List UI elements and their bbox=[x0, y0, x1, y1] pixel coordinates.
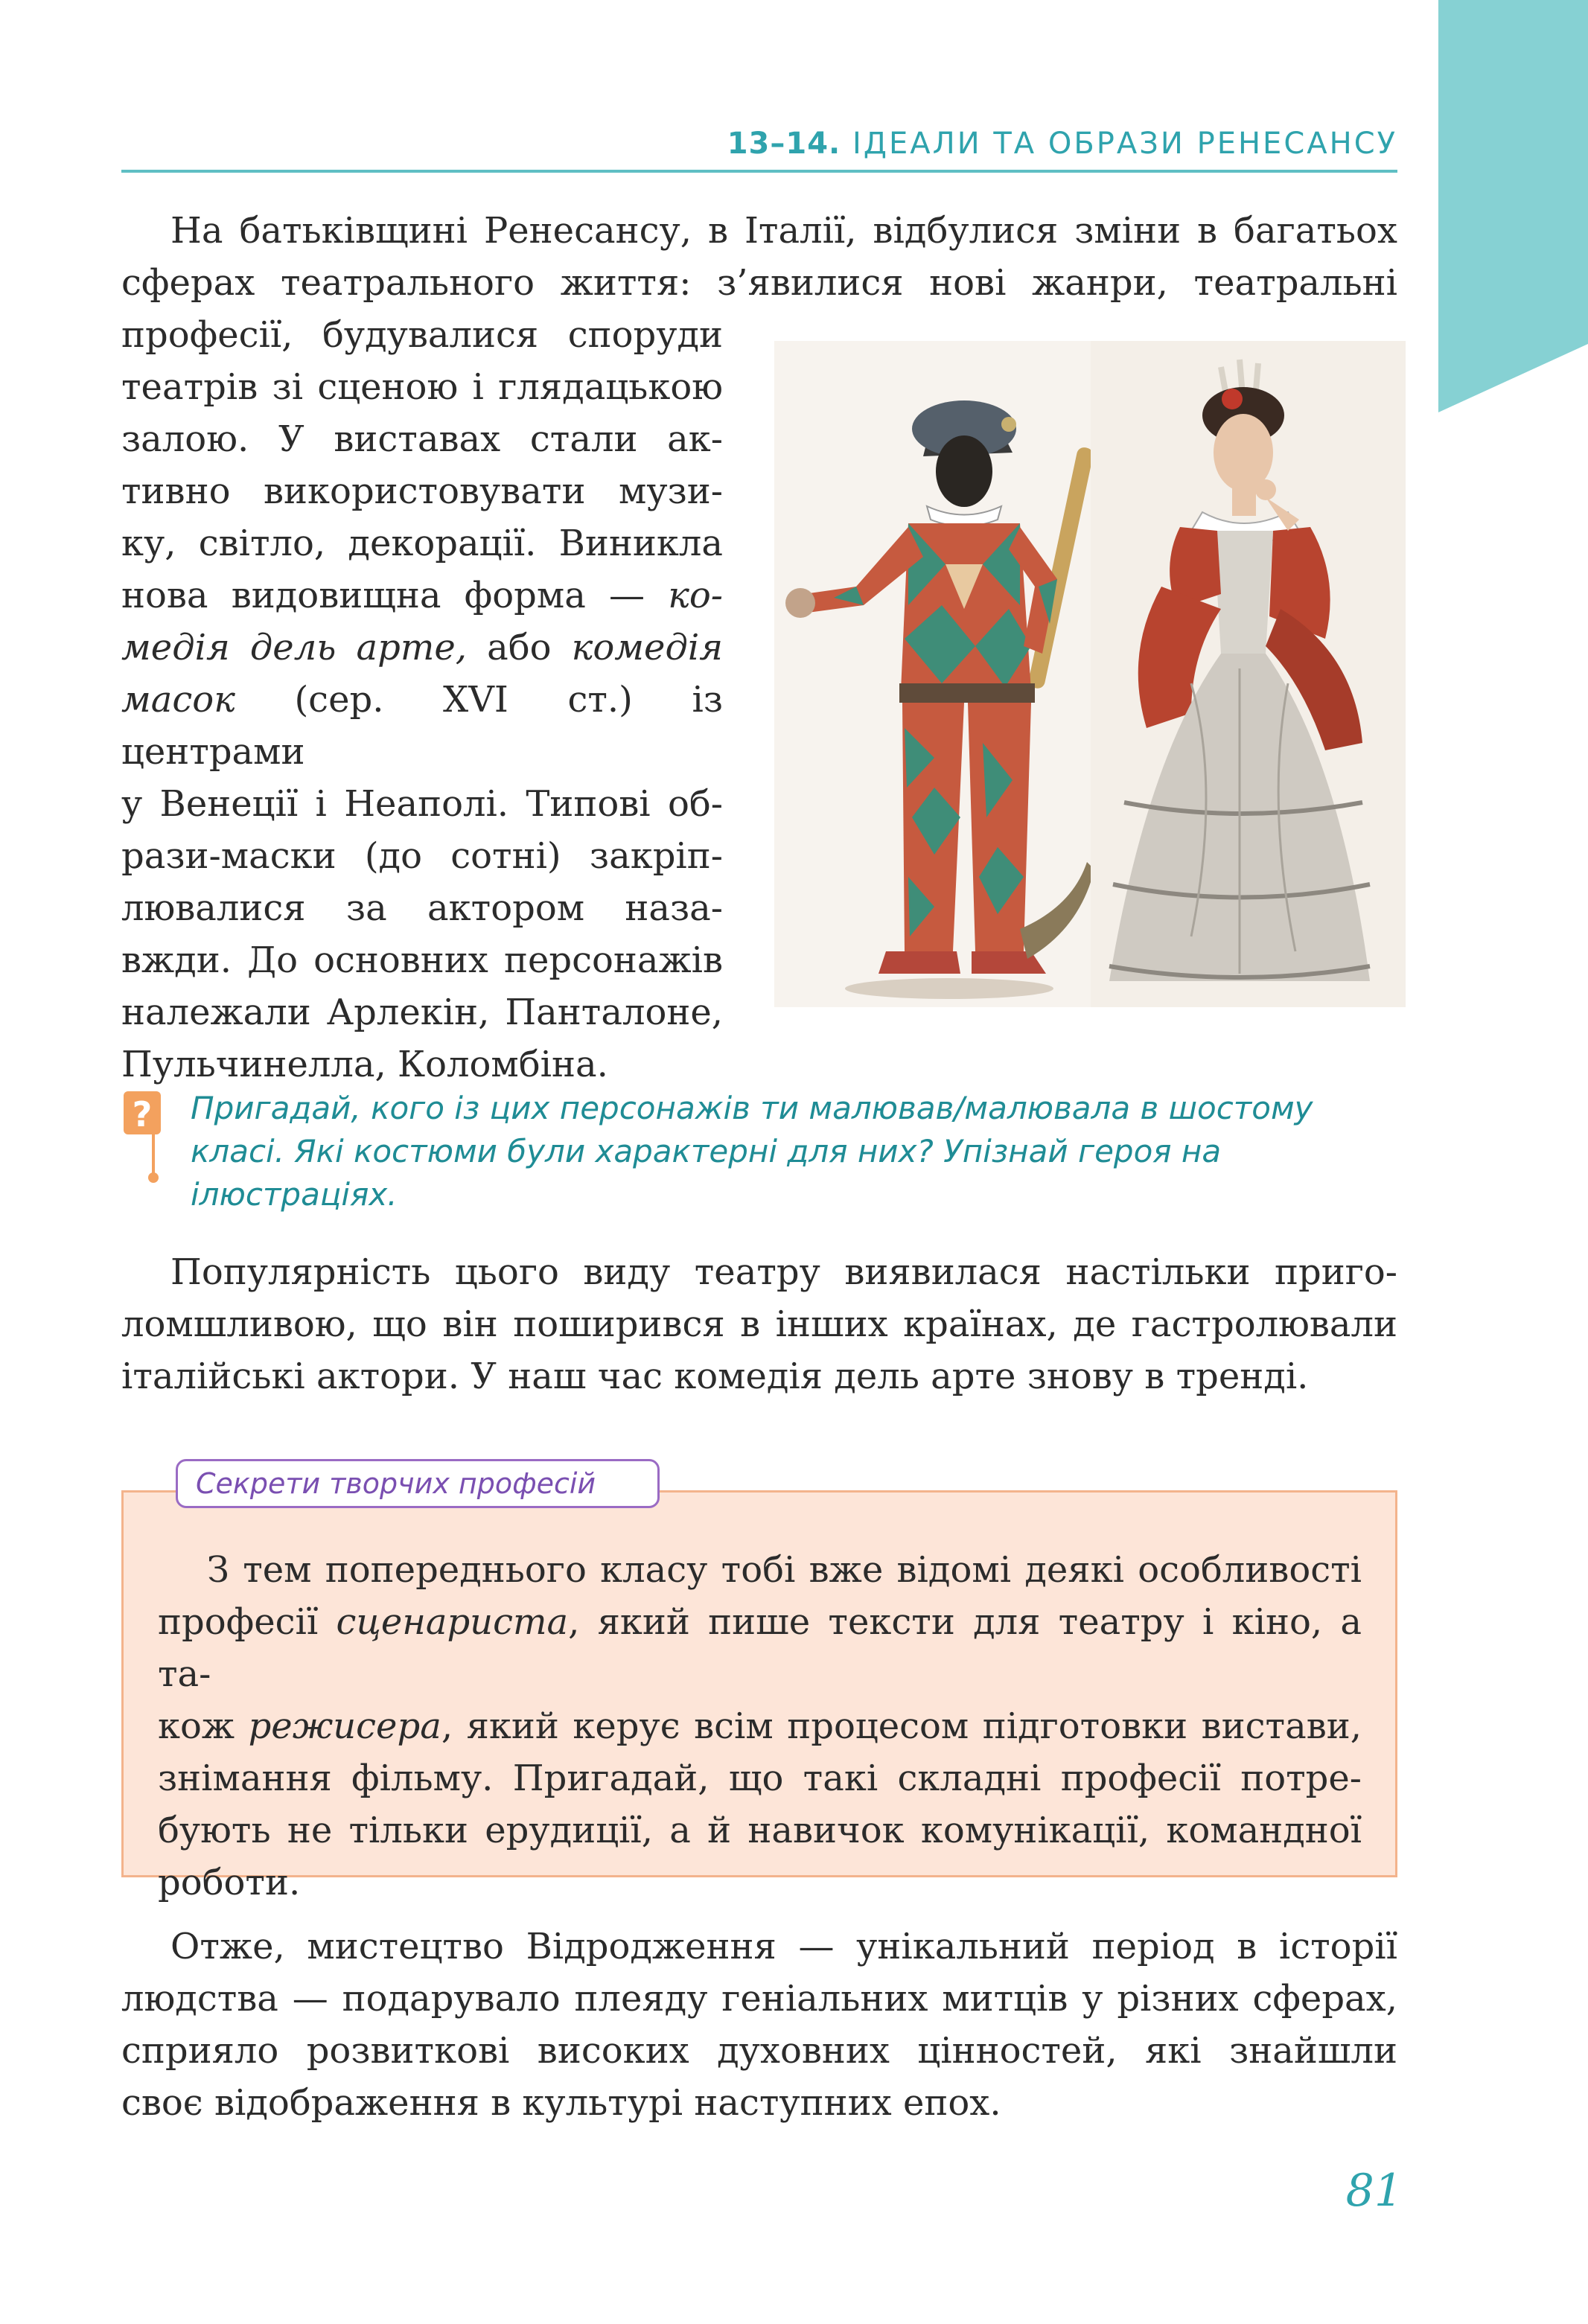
popularity-line: італійські актори. У наш час комедія дель арте знову в тренді. bbox=[121, 1356, 1309, 1397]
secrets-line: бують не тільки ерудиції, а й навичок комунікації, командної bbox=[158, 1810, 1362, 1851]
popularity-line: ломшливою, що він поширився в інших країнах, де гастролювали bbox=[121, 1303, 1397, 1345]
conclusion-paragraph bbox=[121, 1921, 1397, 2129]
chapter-tab bbox=[1438, 0, 1588, 344]
secrets-line: знімання фільму. Пригадай, що такі складні професії потре- bbox=[158, 1758, 1362, 1799]
side-line: Пульчинелла, Коломбіна. bbox=[121, 1044, 608, 1085]
side-line: лювалися за актором наза- bbox=[121, 887, 723, 929]
question-prompt: Пригадай, кого із цих персонажів ти малював/малювала в шостому класі. Які костюми були характерні для них? Упізнай героя на ілюстраціях. bbox=[191, 1090, 1313, 1213]
side-line: ку, світло, декорації. Виникла bbox=[121, 523, 723, 564]
colombina-figure bbox=[1091, 341, 1406, 1007]
conclusion-line: людства — подарувало плеяду геніальних митців у різних сферах, bbox=[121, 1978, 1397, 2020]
secrets-line: роботи. bbox=[158, 1862, 301, 1903]
side-line: медія дель арте, або комедія bbox=[121, 627, 723, 668]
secrets-line: З тем попереднього класу тобі вже відомі деякі особливості bbox=[207, 1549, 1362, 1591]
intro-paragraph bbox=[121, 205, 1397, 309]
side-line: належали Арлекін, Панталоне, bbox=[121, 992, 723, 1033]
side-line: нова видовищна форма — ко- bbox=[121, 575, 723, 616]
side-line: професії, будувалися споруди bbox=[121, 314, 723, 356]
italic-term: медія дель арте, bbox=[121, 627, 468, 668]
side-line: масок (сер. XVI ст.) із центрами bbox=[121, 679, 723, 773]
section-number: 13–14. bbox=[727, 127, 841, 161]
italic-term: режисера bbox=[248, 1705, 441, 1747]
side-line: вжди. До основних персонажів bbox=[121, 939, 723, 981]
side-line: тивно використовувати музи- bbox=[121, 470, 723, 512]
chapter-tab-point bbox=[1438, 344, 1588, 412]
question-mark-icon bbox=[124, 1091, 161, 1187]
header-rule bbox=[121, 170, 1397, 173]
popularity-paragraph bbox=[121, 1246, 1397, 1402]
italic-term: ко- bbox=[668, 575, 723, 616]
side-paragraph bbox=[121, 309, 723, 1091]
conclusion-line: своє відображення в культурі наступних епох. bbox=[121, 2082, 1001, 2124]
italic-term: комедія bbox=[571, 627, 723, 668]
side-line: рази-маски (до сотні) закріп- bbox=[121, 835, 723, 877]
secrets-box-label: Секрети творчих професій bbox=[176, 1459, 660, 1508]
intro-line: На батьківщині Ренесансу, в Італії, відбулися зміни в багатьох bbox=[170, 210, 1397, 252]
side-line: у Венеції і Неаполі. Типові об- bbox=[121, 783, 723, 825]
commedia-illustration bbox=[774, 341, 1406, 1007]
intro-line: сферах театрального життя: з’явилися нові жанри, театральні bbox=[121, 262, 1397, 304]
secrets-line: професії сценариста, який пише тексти для театру і кіно, а та- bbox=[158, 1601, 1362, 1695]
page-number: 81 bbox=[1345, 2165, 1403, 2217]
secrets-line: кож режисера, який керує всім процесом підготовки вистави, bbox=[158, 1705, 1362, 1747]
side-line: залою. У виставах стали ак- bbox=[121, 418, 723, 460]
side-line: театрів зі сценою і глядацькою bbox=[121, 366, 723, 408]
popularity-line: Популярність цього виду театру виявилася настільки приго- bbox=[170, 1251, 1397, 1293]
conclusion-line: Отже, мистецтво Відродження — унікальний період в історії bbox=[170, 1926, 1397, 1967]
italic-term: масок bbox=[121, 679, 235, 721]
italic-term: сценариста bbox=[336, 1601, 569, 1643]
svg-text:?: ? bbox=[132, 1094, 153, 1134]
secrets-box-text bbox=[158, 1544, 1362, 1909]
conclusion-line: сприяло розвиткові високих духовних цінностей, які знайшли bbox=[121, 2030, 1397, 2072]
section-title: ІДЕАЛИ ТА ОБРАЗИ РЕНЕСАНСУ bbox=[852, 127, 1397, 161]
running-header bbox=[0, 127, 1397, 161]
